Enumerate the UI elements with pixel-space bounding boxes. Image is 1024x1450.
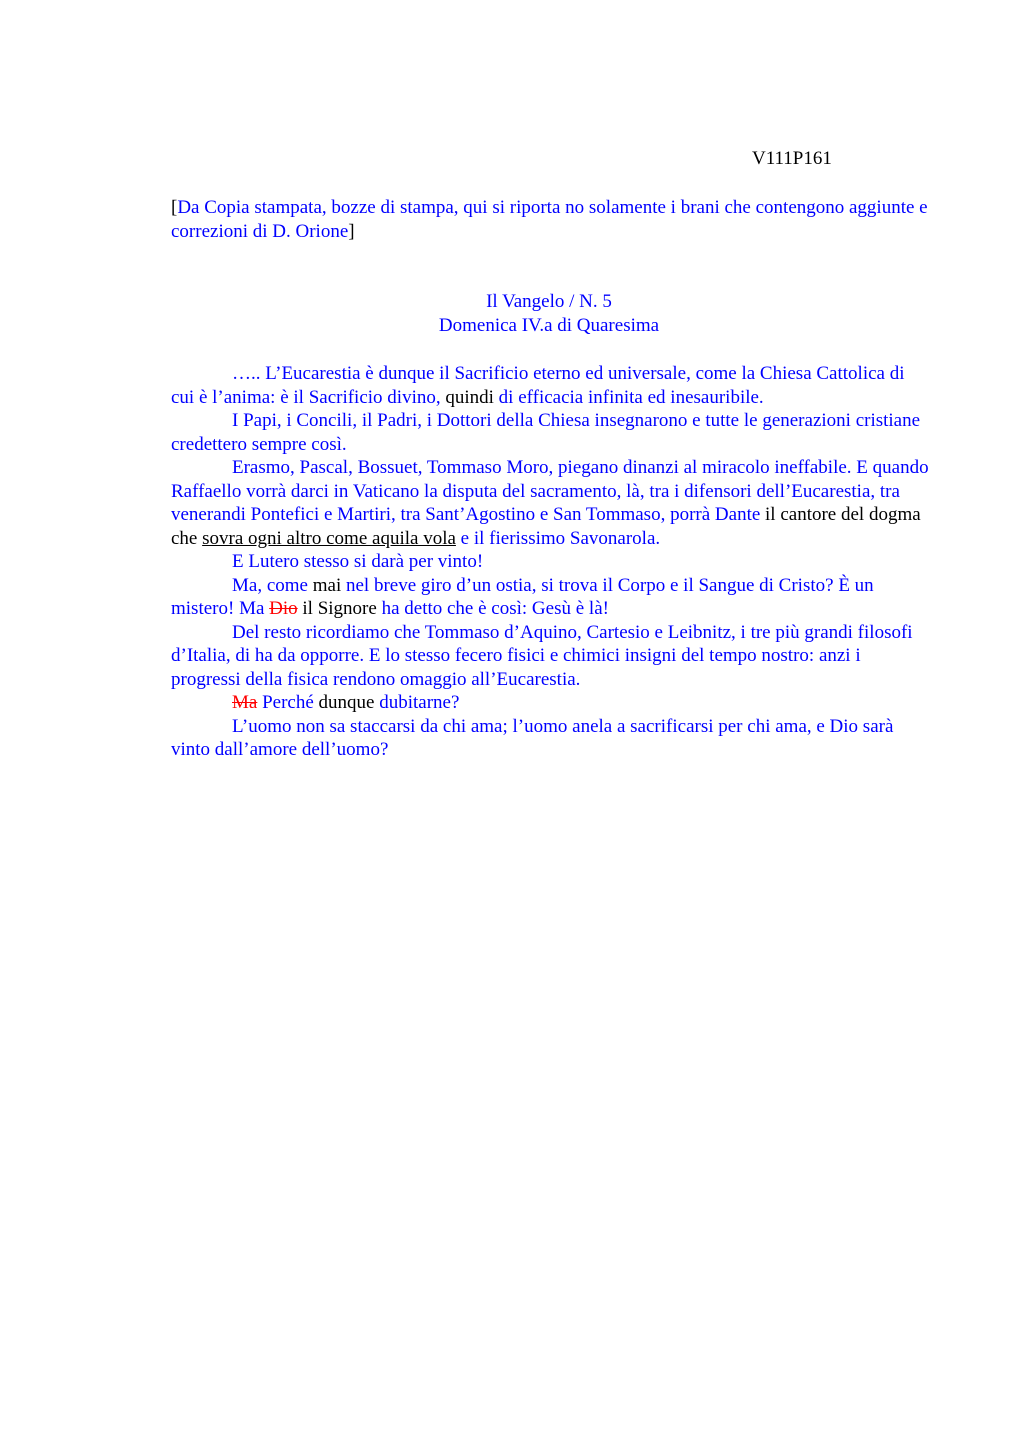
- paragraph-2: [171, 409, 931, 456]
- body-text: [171, 362, 931, 762]
- p7-added-end: dubitarne?: [374, 692, 460, 713]
- p1-added-end: di efficacia infinita ed inesauribile.: [493, 386, 764, 408]
- note-close-bracket: ]: [348, 220, 355, 242]
- note-text: Da Copia stampata, bozze di stampa, qui si riporta no solamente i brani che contengono aggiunte e correzioni di D. Orione: [171, 197, 928, 242]
- p1-original: quindi: [440, 386, 494, 408]
- title-block: [171, 290, 927, 337]
- paragraph-5: [171, 574, 931, 621]
- p2-added: I Papi, i Concili, il Padri, i Dottori della Chiesa insegnarono e tutte le generazioni cristiane credettero sempre così.: [171, 410, 921, 455]
- p5-added-end: ha detto che è così: Gesù è là!: [376, 598, 609, 619]
- p5-deleted-word: Dio: [269, 598, 298, 619]
- p3-original: il cantore del dogma che: [171, 504, 921, 549]
- p6-added: Del resto ricordiamo che Tommaso d’Aquino, Cartesio e Leibnitz, i tre più grandi filosofi d’Italia, di ha da opporre. E lo stesso fecero fisici e chimici insigni del tempo nostro: anzi i progressi della fisica rendono omaggio all’Eucarestia.: [171, 621, 913, 690]
- title-line-2: Domenica IV.a di Quaresima: [438, 314, 660, 336]
- paragraph-6: [171, 621, 931, 692]
- p7-added: Perché: [257, 692, 314, 713]
- p7-deleted-word: Ma: [232, 692, 258, 713]
- title-line-1: Il Vangelo / N. 5: [486, 291, 612, 312]
- p3-added: Erasmo, Pascal, Bossuet, Tommaso Moro, piegano dinanzi al miracolo ineffabile. E quando Raffaello vorrà darci in Vaticano la disputa del sacramento, là, tra i difensori dell’Eucarestia, tra venerandi Pontefici e Martiri, tra Sant’Agostino e San Tommaso, porrà Dante: [171, 457, 929, 525]
- p1-added: ….. L’Eucarestia è dunque il Sacrificio eterno ed universale, come la Chiesa Cattolica di cui è l’anima: è il Sacrificio divino,: [171, 363, 905, 408]
- p8-added: L’uomo non sa staccarsi da chi ama; l’uomo anela a sacrificarsi per chi ama, e Dio sarà vinto dall’amore dell’uomo?: [171, 715, 894, 760]
- paragraph-8: [171, 715, 931, 762]
- p3-added-end: e il fierissimo Savonarola.: [455, 527, 661, 549]
- paragraph-1: [171, 362, 931, 409]
- p7-original: dunque: [313, 692, 375, 713]
- p5-added-mid: nel breve giro d’un ostia, si trova il Corpo e il Sangue di Cristo? È un mistero! Ma: [171, 574, 874, 619]
- paragraph-4: [171, 550, 931, 574]
- p5-original-2: il Signore: [297, 598, 377, 619]
- p4-added: E Lutero stesso si darà per vinto!: [232, 551, 484, 572]
- note-open-bracket: [: [171, 197, 178, 218]
- editorial-note: [171, 196, 931, 243]
- document-id: V111P161: [752, 148, 832, 169]
- paragraph-3: [171, 456, 931, 550]
- p5-original: mai: [307, 574, 346, 596]
- p5-added: Ma, come: [232, 574, 308, 596]
- p3-underlined-quote: sovra ogni altro come aquila vola: [202, 527, 456, 549]
- paragraph-7: [171, 691, 931, 715]
